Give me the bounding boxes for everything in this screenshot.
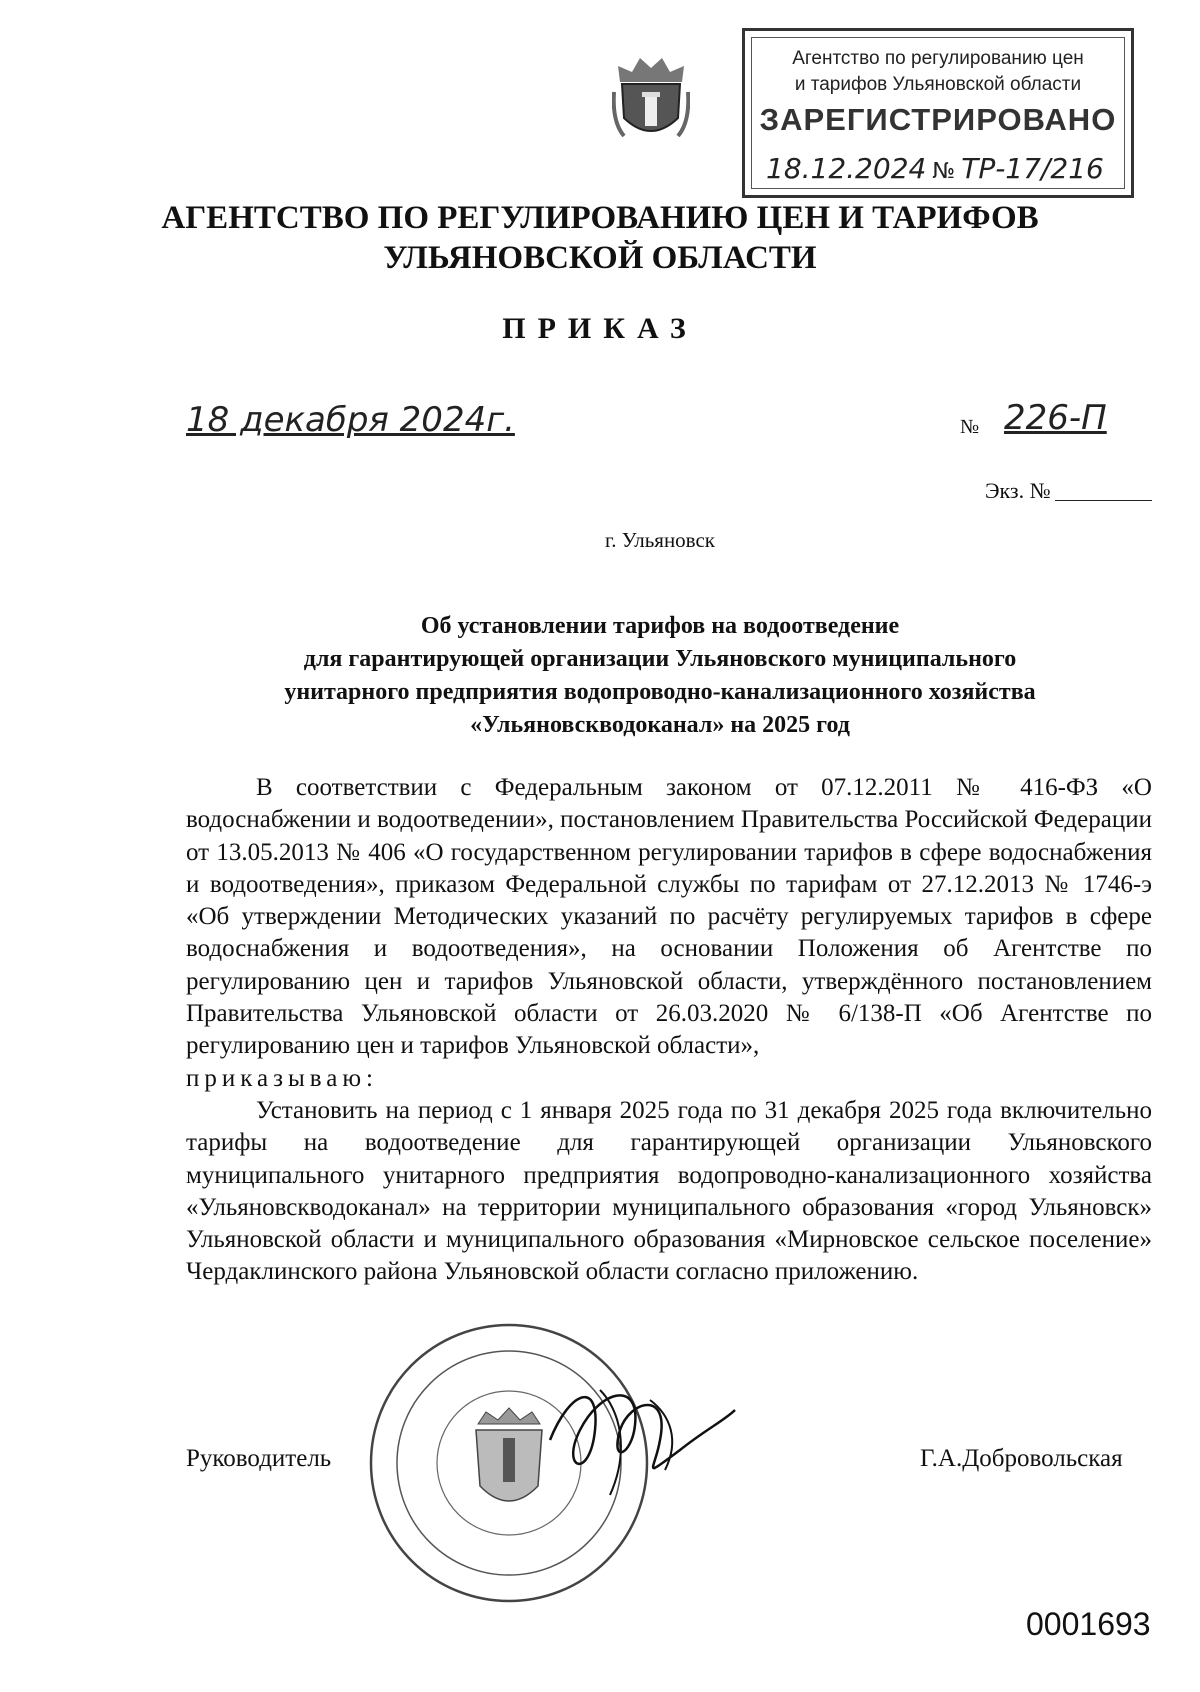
copy-number-blank [1055, 500, 1152, 501]
stamp-agency-line1: Агентство по регулированию цен [792, 48, 1084, 69]
order-body [186, 772, 1152, 1289]
preamble-text: В соответствии с Федеральным законом от 07.12.2011 № 416-ФЗ «О водоснабжении и водоотведении», постановлением Правительства Российской Федерации от 13.05.2013 № 406 «О государственном регулировании тарифов в сфере водоснабжения и водоотведения», приказом Федеральной службы по тарифам от 27.12.2013 № 1746-э «Об утверждении Методических указаний по расчёту регулируемых тарифов в сфере водоснабжения и водоотведения», на основании Положения об Агентстве по регулированию цен и тарифов Ульяновской области, утверждённого постановлением Правительства Ульяновской области от 26.03.2020 № 6/138-П «Об Агентстве по регулированию цен и тарифов Ульяновской области», [186, 774, 1152, 1060]
stamp-status: ЗАРЕГИСТРИРОВАНО [759, 102, 1117, 137]
agency-title-line2: УЛЬЯНОВСКОЙ ОБЛАСТИ [383, 240, 817, 276]
order-number: 226-П [1004, 398, 1107, 438]
copy-number-label: Экз. № [985, 478, 1051, 503]
city: г. Ульяновск [604, 528, 715, 552]
order-subject [200, 610, 1120, 742]
operative-paragraph: Установить на период с 1 января 2025 года по 31 декабря 2025 года включительно тарифы на водоотведение для гарантирующей организации Ульяновского муниципального унитарного предприятия водопроводно-канализационного хозяйства «Ульяновскводоканал» на территории муниципального образования «город Ульяновск» Ульяновской области и муниципального образования «Мирновское сельское поселение» Чердаклинского района Ульяновской области согласно приложению. [186, 1096, 1152, 1286]
subject-line4: «Ульяновскводоканал» на 2025 год [470, 712, 850, 738]
order-date: 18 декабря 2024г. [186, 400, 515, 440]
preamble-paragraph [186, 772, 1152, 1095]
order-word: приказываю: [186, 1064, 378, 1092]
order-number-label: № [960, 416, 980, 438]
stamp-number-sign: № [932, 159, 956, 184]
agency-title-line1: АГЕНТСТВО ПО РЕГУЛИРОВАНИЮ ЦЕН И ТАРИФОВ [161, 200, 1039, 236]
handwritten-signature [540, 1370, 740, 1500]
stamp-agency-line2: и тарифов Ульяновской области [794, 74, 1082, 95]
subject-line3: унитарного предприятия водопроводно-канализационного хозяйства [284, 679, 1036, 705]
signatory-name: Г.А.Добровольская [920, 1445, 1123, 1472]
document-serial-number: 0001693 [1026, 1606, 1151, 1642]
coat-of-arms-icon [612, 52, 690, 144]
registration-stamp [742, 28, 1134, 198]
stamp-date: 18.12.2024 [766, 152, 927, 185]
subject-line1: Об установлении тарифов на водоотведение [420, 613, 900, 639]
stamp-reg-number: ТР-17/216 [961, 152, 1104, 185]
stamp-handwritten-entry [766, 152, 1104, 185]
signatory-position: Руководитель [186, 1445, 332, 1472]
document-type: ПРИКАЗ [502, 312, 698, 345]
subject-line2: для гарантирующей организации Ульяновского муниципального [303, 646, 1017, 672]
